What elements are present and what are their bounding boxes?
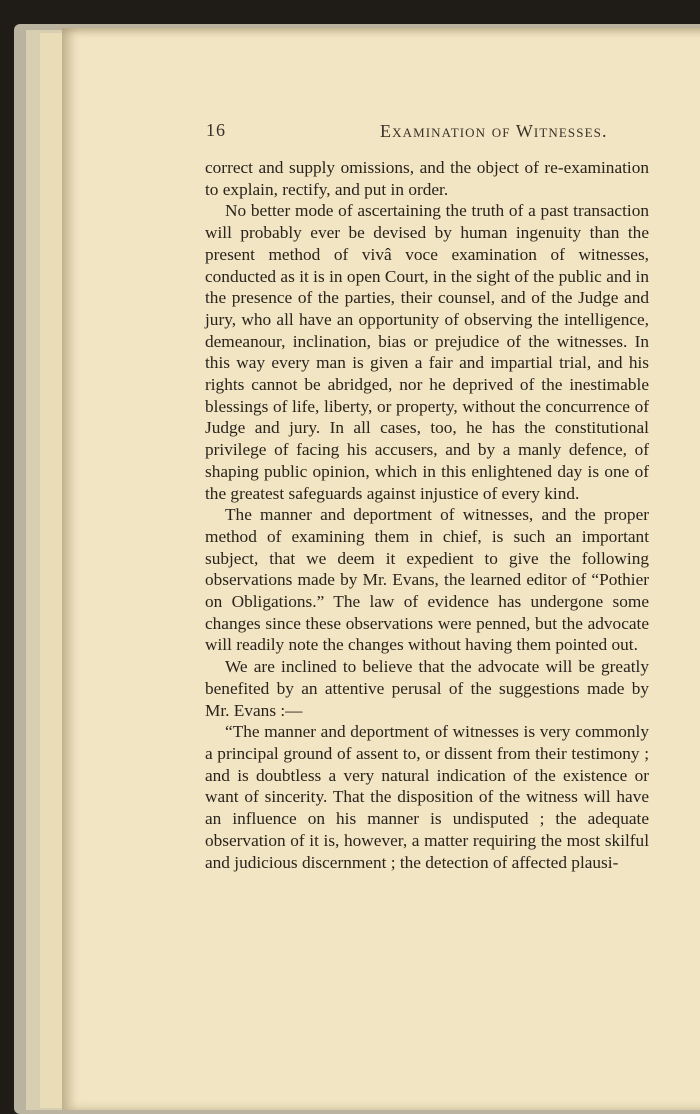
paragraph-1: correct and supply omissions, and the object of re-examination to explain, rectify, and put in order. [205, 158, 649, 199]
paragraph-3: The manner and deportment of witnesses, and the proper method of examining them in chief, is such an important subject, that we deem it expedient to give the following observations made by Mr. Evans, the learned editor of “Pothier on Obligations.” The law of evidence has undergone some changes since these observations were penned, but the advocate will readily note the changes without having them pointed out. [205, 505, 649, 655]
running-head: Examination of Witnesses. [380, 121, 608, 141]
paragraph-5: “The manner and deportment of witnesses is very commonly a principal ground of assent to, or dissent from their testimony ; and is doubtless a very natural indication of the existence or want of sincerity. That the disposition of the witness will have an influence on his manner is undisputed ; the adequate observation of it is, however, a matter requiring the most skilful and judicious discernment ; the detection of affected plausi- [205, 722, 649, 872]
page-number: 16 [206, 120, 226, 140]
page-header [144, 120, 608, 144]
paragraph-4: We are inclined to believe that the advocate will be greatly benefited by an attentive perusal of the suggestions made by Mr. Evans :— [205, 657, 649, 720]
body-text [205, 157, 649, 873]
paragraph-2: No better mode of ascertaining the truth of a past transaction will probably ever be devised by human ingenuity than the present method of vivâ voce examination of witnesses, conducted as it is in open Court, in the sight of the public and in the presence of the parties, their counsel, and of the Judge and jury, who all have an opportunity of observing the intelligence, demeanour, inclination, bias or prejudice of the witnesses. In this way every man is given a fair and impartial trial, and his rights cannot be abridged, nor he deprived of the inestimable blessings of life, liberty, or property, without the concurrence of Judge and jury. In all cases, too, he has the constitutional privilege of facing his accusers, and by a manly defence, of shaping public opinion, which in this enlightened day is one of the greatest safeguards against injustice of every kind. [205, 201, 649, 503]
